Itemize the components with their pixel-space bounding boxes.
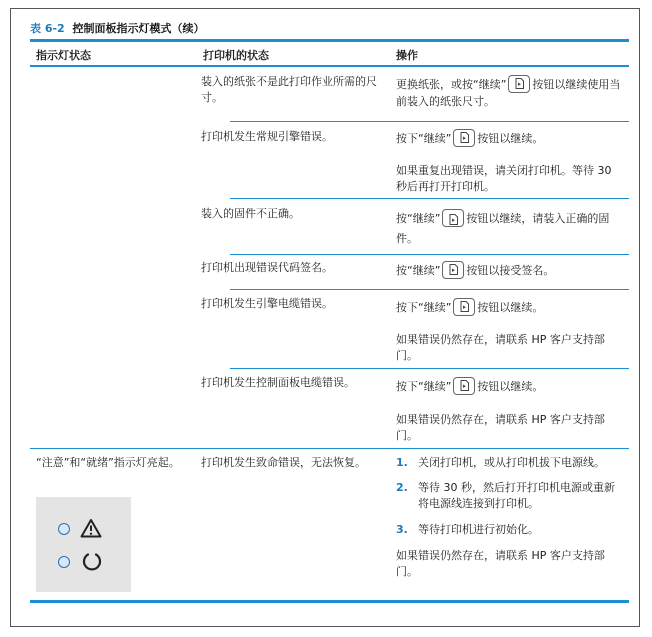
table-bottom-rule	[30, 600, 629, 603]
table-number: 表 6-2	[30, 22, 65, 35]
row-divider	[230, 121, 629, 122]
row-action: 按下“继续” 按钮以继续。	[396, 299, 624, 317]
resume-document-icon	[449, 214, 458, 225]
row-state: 装入的纸张不是此打印作业所需的尺寸。	[201, 75, 377, 104]
step-list-item: 1. 关闭打印机，或从打印机拔下电源线。	[396, 456, 605, 469]
row-action: 按“继续” 按钮以继续，请装入正确的固件。	[396, 209, 624, 249]
row-divider	[230, 289, 629, 290]
row-action: 按下“继续” 按钮以继续。	[396, 130, 624, 148]
continue-key	[453, 377, 475, 395]
resume-document-icon	[460, 301, 469, 312]
row-action: 按“继续” 按钮以接受签名。	[396, 262, 624, 280]
continue-key	[453, 298, 475, 316]
fatal-state: 打印机发生致命错误，无法恢复。	[201, 456, 366, 469]
row-note: 如果重复出现错误，请关闭打印机。等待 30 秒后再打开打印机。	[396, 164, 612, 193]
continue-key	[442, 209, 464, 227]
row-state: 打印机出现错误代码签名。	[201, 261, 333, 274]
header-indicator: 指示灯状态	[36, 49, 91, 62]
table-header	[30, 42, 629, 67]
row-state: 打印机发生引擎电缆错误。	[201, 297, 333, 310]
row-action: 按下“继续” 按钮以继续。	[396, 378, 624, 396]
section-divider	[30, 448, 629, 449]
resume-document-icon	[515, 78, 524, 89]
resume-document-icon	[449, 264, 458, 275]
table-title: 控制面板指示灯模式（续）	[72, 22, 205, 35]
table-caption	[30, 20, 205, 36]
row-divider	[230, 254, 629, 255]
resume-document-icon	[460, 380, 469, 391]
row-divider	[230, 368, 629, 369]
ready-led	[58, 556, 70, 568]
row-divider	[230, 198, 629, 199]
header-printer-state: 打印机的状态	[203, 49, 269, 62]
header-action: 操作	[396, 49, 418, 62]
row-note: 如果错误仍然存在，请联系 HP 客户支持部门。	[396, 413, 605, 442]
continue-key	[508, 75, 530, 93]
step-list-item: 3. 等待打印机进行初始化。	[396, 523, 539, 536]
step-list-item: 2. 等待 30 秒，然后打开打印机电源或重新将电源线连接到打印机。	[396, 481, 615, 510]
row-state: 打印机发生常规引擎错误。	[201, 130, 333, 143]
continue-key	[442, 261, 464, 279]
row-state: 打印机发生控制面板电缆错误。	[201, 376, 355, 389]
fatal-indicator-text: “注意”和“就绪”指示灯亮起。	[36, 456, 180, 469]
row-state: 装入的固件不正确。	[201, 207, 300, 220]
row-action: 更换纸张，或按“继续” 按钮以继续使用当前装入的纸张尺寸。	[396, 76, 624, 110]
continue-key	[453, 129, 475, 147]
resume-document-icon	[460, 132, 469, 143]
warning-triangle-icon	[80, 518, 102, 538]
row-note: 如果错误仍然存在，请联系 HP 客户支持部门。	[396, 333, 605, 362]
indicator-light-panel	[36, 497, 131, 592]
ready-arc-icon	[81, 551, 103, 573]
fatal-note: 如果错误仍然存在，请联系 HP 客户支持部门。	[396, 549, 605, 578]
attention-led	[58, 523, 70, 535]
